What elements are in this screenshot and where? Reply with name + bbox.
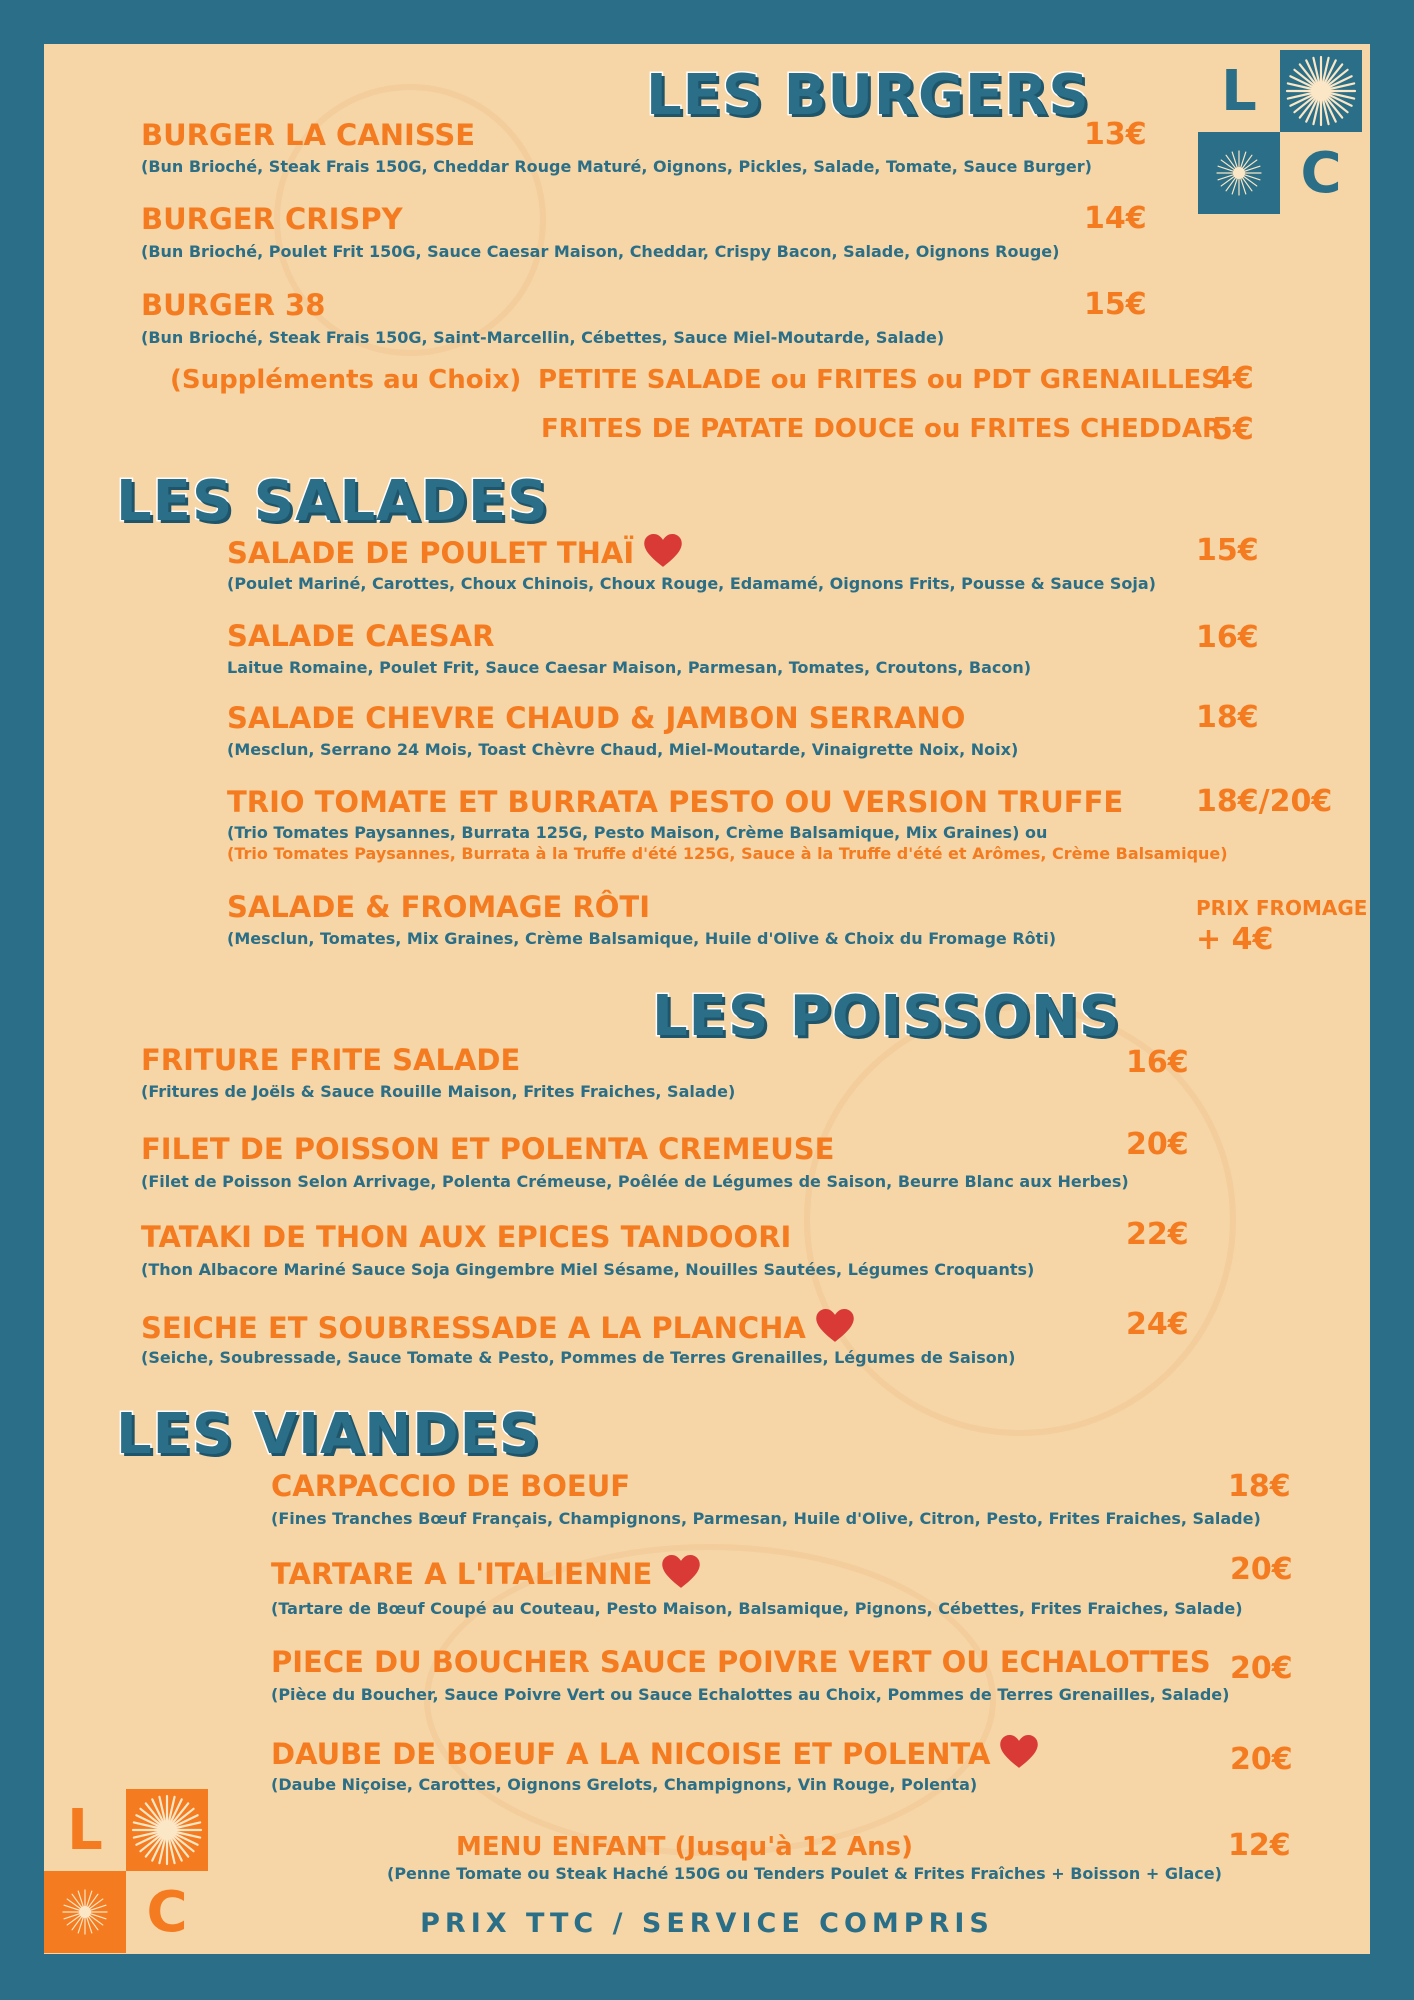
menu-item-price: 24€ [1126, 1307, 1189, 1342]
heart-icon [662, 1555, 700, 1589]
menu-item-name: SALADE DE POULET THAÏ [227, 534, 682, 570]
menu-item-price: 18€ [1228, 1469, 1291, 1504]
menu-item-name: FRITURE FRITE SALADE [141, 1043, 521, 1077]
menu-page [44, 44, 1370, 1954]
supplement-price: 4€ [1212, 361, 1254, 396]
menu-item-price: 16€ [1126, 1045, 1189, 1080]
menu-item-description: (Trio Tomates Paysannes, Burrata 125G, Pesto Maison, Crème Balsamique, Mix Graines) ou [227, 823, 1048, 842]
menu-item-name: PIECE DU BOUCHER SAUCE POIVRE VERT OU ECHALOTTES [271, 1645, 1211, 1679]
menu-item-price: 15€ [1196, 533, 1259, 568]
menu-item-description: (Bun Brioché, Steak Frais 150G, Cheddar Rouge Maturé, Oignons, Pickles, Salade, Tomate, Sauce Burger) [141, 157, 1092, 176]
menu-item-name: SALADE & FROMAGE RÔTI [227, 890, 650, 924]
menu-item-price: 20€ [1230, 1552, 1293, 1587]
lc-logo-top [1198, 50, 1362, 214]
menu-item-name: SEICHE ET SOUBRESSADE A LA PLANCHA [141, 1309, 854, 1345]
logo-letter-c: C [146, 1879, 188, 1945]
menu-item-name: BURGER 38 [141, 288, 326, 322]
supplement-option: FRITES DE PATATE DOUCE ou FRITES CHEDDAR [541, 414, 1223, 444]
menu-item-description: (Daube Niçoise, Carottes, Oignons Grelots, Champignons, Vin Rouge, Polenta) [271, 1775, 978, 1794]
menu-item-description: (Fines Tranches Bœuf Français, Champignons, Parmesan, Huile d'Olive, Citron, Pesto, Frites Fraiches, Salade) [271, 1509, 1261, 1528]
section-title-viandes: LES VIANDES [116, 1402, 541, 1467]
menu-item-price: + 4€ [1196, 922, 1274, 957]
heart-icon [1000, 1735, 1038, 1769]
menu-item-description: (Mesclun, Serrano 24 Mois, Toast Chèvre Chaud, Miel-Moutarde, Vinaigrette Noix, Noix) [227, 740, 1019, 759]
small-sun-icon [1198, 132, 1280, 214]
menu-item-price: 20€ [1230, 1651, 1293, 1686]
menu-item-name: BURGER CRISPY [141, 202, 403, 236]
supplement-option: PETITE SALADE ou FRITES ou PDT GRENAILLES [538, 365, 1221, 395]
menu-item-name: BURGER LA CANISSE [141, 118, 476, 152]
menu-item-description: Laitue Romaine, Poulet Frit, Sauce Caesar Maison, Parmesan, Tomates, Croutons, Bacon) [227, 658, 1032, 677]
logo-letter-l: L [1221, 58, 1257, 124]
menu-item-name: DAUBE DE BOEUF A LA NICOISE ET POLENTA [271, 1735, 1038, 1771]
section-title-salades: LES SALADES [116, 469, 549, 534]
menu-item-description: (Fritures de Joëls & Sauce Rouille Maison, Frites Fraiches, Salade) [141, 1082, 736, 1101]
menu-item-price: 14€ [1084, 201, 1147, 236]
menu-item-price: 20€ [1230, 1742, 1293, 1777]
heart-icon [644, 534, 682, 568]
menu-item-price: 13€ [1084, 117, 1147, 152]
menu-item-name: SALADE CAESAR [227, 619, 495, 653]
sunburst-icon [1280, 50, 1362, 132]
menu-item-description: (Bun Brioché, Steak Frais 150G, Saint-Marcellin, Cébettes, Sauce Miel-Moutarde, Salade) [141, 328, 945, 347]
menu-item-description: (Tartare de Bœuf Coupé au Couteau, Pesto Maison, Balsamique, Pignons, Cébettes, Frites Fraiches, Salade) [271, 1599, 1243, 1618]
price-label: PRIX FROMAGE [1196, 896, 1368, 920]
kids-menu-price: 12€ [1228, 1828, 1291, 1863]
footer-note: PRIX TTC / SERVICE COMPRIS [420, 1908, 994, 1939]
menu-item-name: TATAKI DE THON AUX EPICES TANDOORI [141, 1220, 792, 1254]
section-title-burgers: LES BURGERS [646, 63, 1090, 128]
menu-item-description: (Seiche, Soubressade, Sauce Tomate & Pesto, Pommes de Terres Grenailles, Légumes de Saison) [141, 1348, 1016, 1367]
menu-item-price: 16€ [1196, 620, 1259, 655]
logo-letter-c: C [1300, 140, 1342, 206]
heart-icon [816, 1309, 854, 1343]
section-title-poissons: LES POISSONS [652, 984, 1121, 1049]
menu-item-price: 15€ [1084, 287, 1147, 322]
menu-item-description: (Pièce du Boucher, Sauce Poivre Vert ou Sauce Echalottes au Choix, Pommes de Terres Grenailles, Salade) [271, 1685, 1230, 1704]
menu-item-description: (Filet de Poisson Selon Arrivage, Polenta Crémeuse, Poêlée de Légumes de Saison, Beurre Blanc aux Herbes) [141, 1172, 1129, 1191]
menu-item-price: 18€ [1196, 700, 1259, 735]
menu-item-description: (Bun Brioché, Poulet Frit 150G, Sauce Caesar Maison, Cheddar, Crispy Bacon, Salade, Oignons Rouge) [141, 242, 1060, 261]
kids-menu-name: MENU ENFANT (Jusqu'à 12 Ans) [456, 1832, 913, 1862]
menu-item-name: TRIO TOMATE ET BURRATA PESTO OU VERSION TRUFFE [227, 785, 1124, 819]
menu-item-name: SALADE CHEVRE CHAUD & JAMBON SERRANO [227, 701, 966, 735]
menu-item-price: 22€ [1126, 1217, 1189, 1252]
menu-item-name: FILET DE POISSON ET POLENTA CREMEUSE [141, 1132, 835, 1166]
lc-logo-bottom [44, 1789, 208, 1953]
menu-item-description: (Mesclun, Tomates, Mix Graines, Crème Balsamique, Huile d'Olive & Choix du Fromage Rôti) [227, 929, 1057, 948]
kids-menu-description: (Penne Tomate ou Steak Haché 150G ou Tenders Poulet & Frites Fraîches + Boisson + Glace) [387, 1864, 1222, 1883]
logo-letter-l: L [67, 1797, 103, 1863]
menu-item-name: TARTARE A L'ITALIENNE [271, 1555, 700, 1591]
menu-item-description: (Poulet Mariné, Carottes, Choux Chinois, Choux Rouge, Edamamé, Oignons Frits, Pousse & Sauce Soja) [227, 574, 1156, 593]
menu-item-name: CARPACCIO DE BOEUF [271, 1469, 631, 1503]
menu-item-price: 18€/20€ [1196, 784, 1333, 819]
supplement-price: 5€ [1212, 412, 1254, 447]
menu-item-description: (Thon Albacore Mariné Sauce Soja Gingembre Miel Sésame, Nouilles Sautées, Légumes Croquants) [141, 1260, 1035, 1279]
menu-item-price: 20€ [1126, 1127, 1189, 1162]
sunburst-icon [126, 1789, 208, 1871]
menu-item-description-alt: (Trio Tomates Paysannes, Burrata à la Truffe d'été 125G, Sauce à la Truffe d'été et Arômes, Crème Balsamique) [227, 844, 1228, 863]
supplements-label: (Suppléments au Choix) [170, 365, 522, 395]
small-sun-icon [44, 1871, 126, 1953]
